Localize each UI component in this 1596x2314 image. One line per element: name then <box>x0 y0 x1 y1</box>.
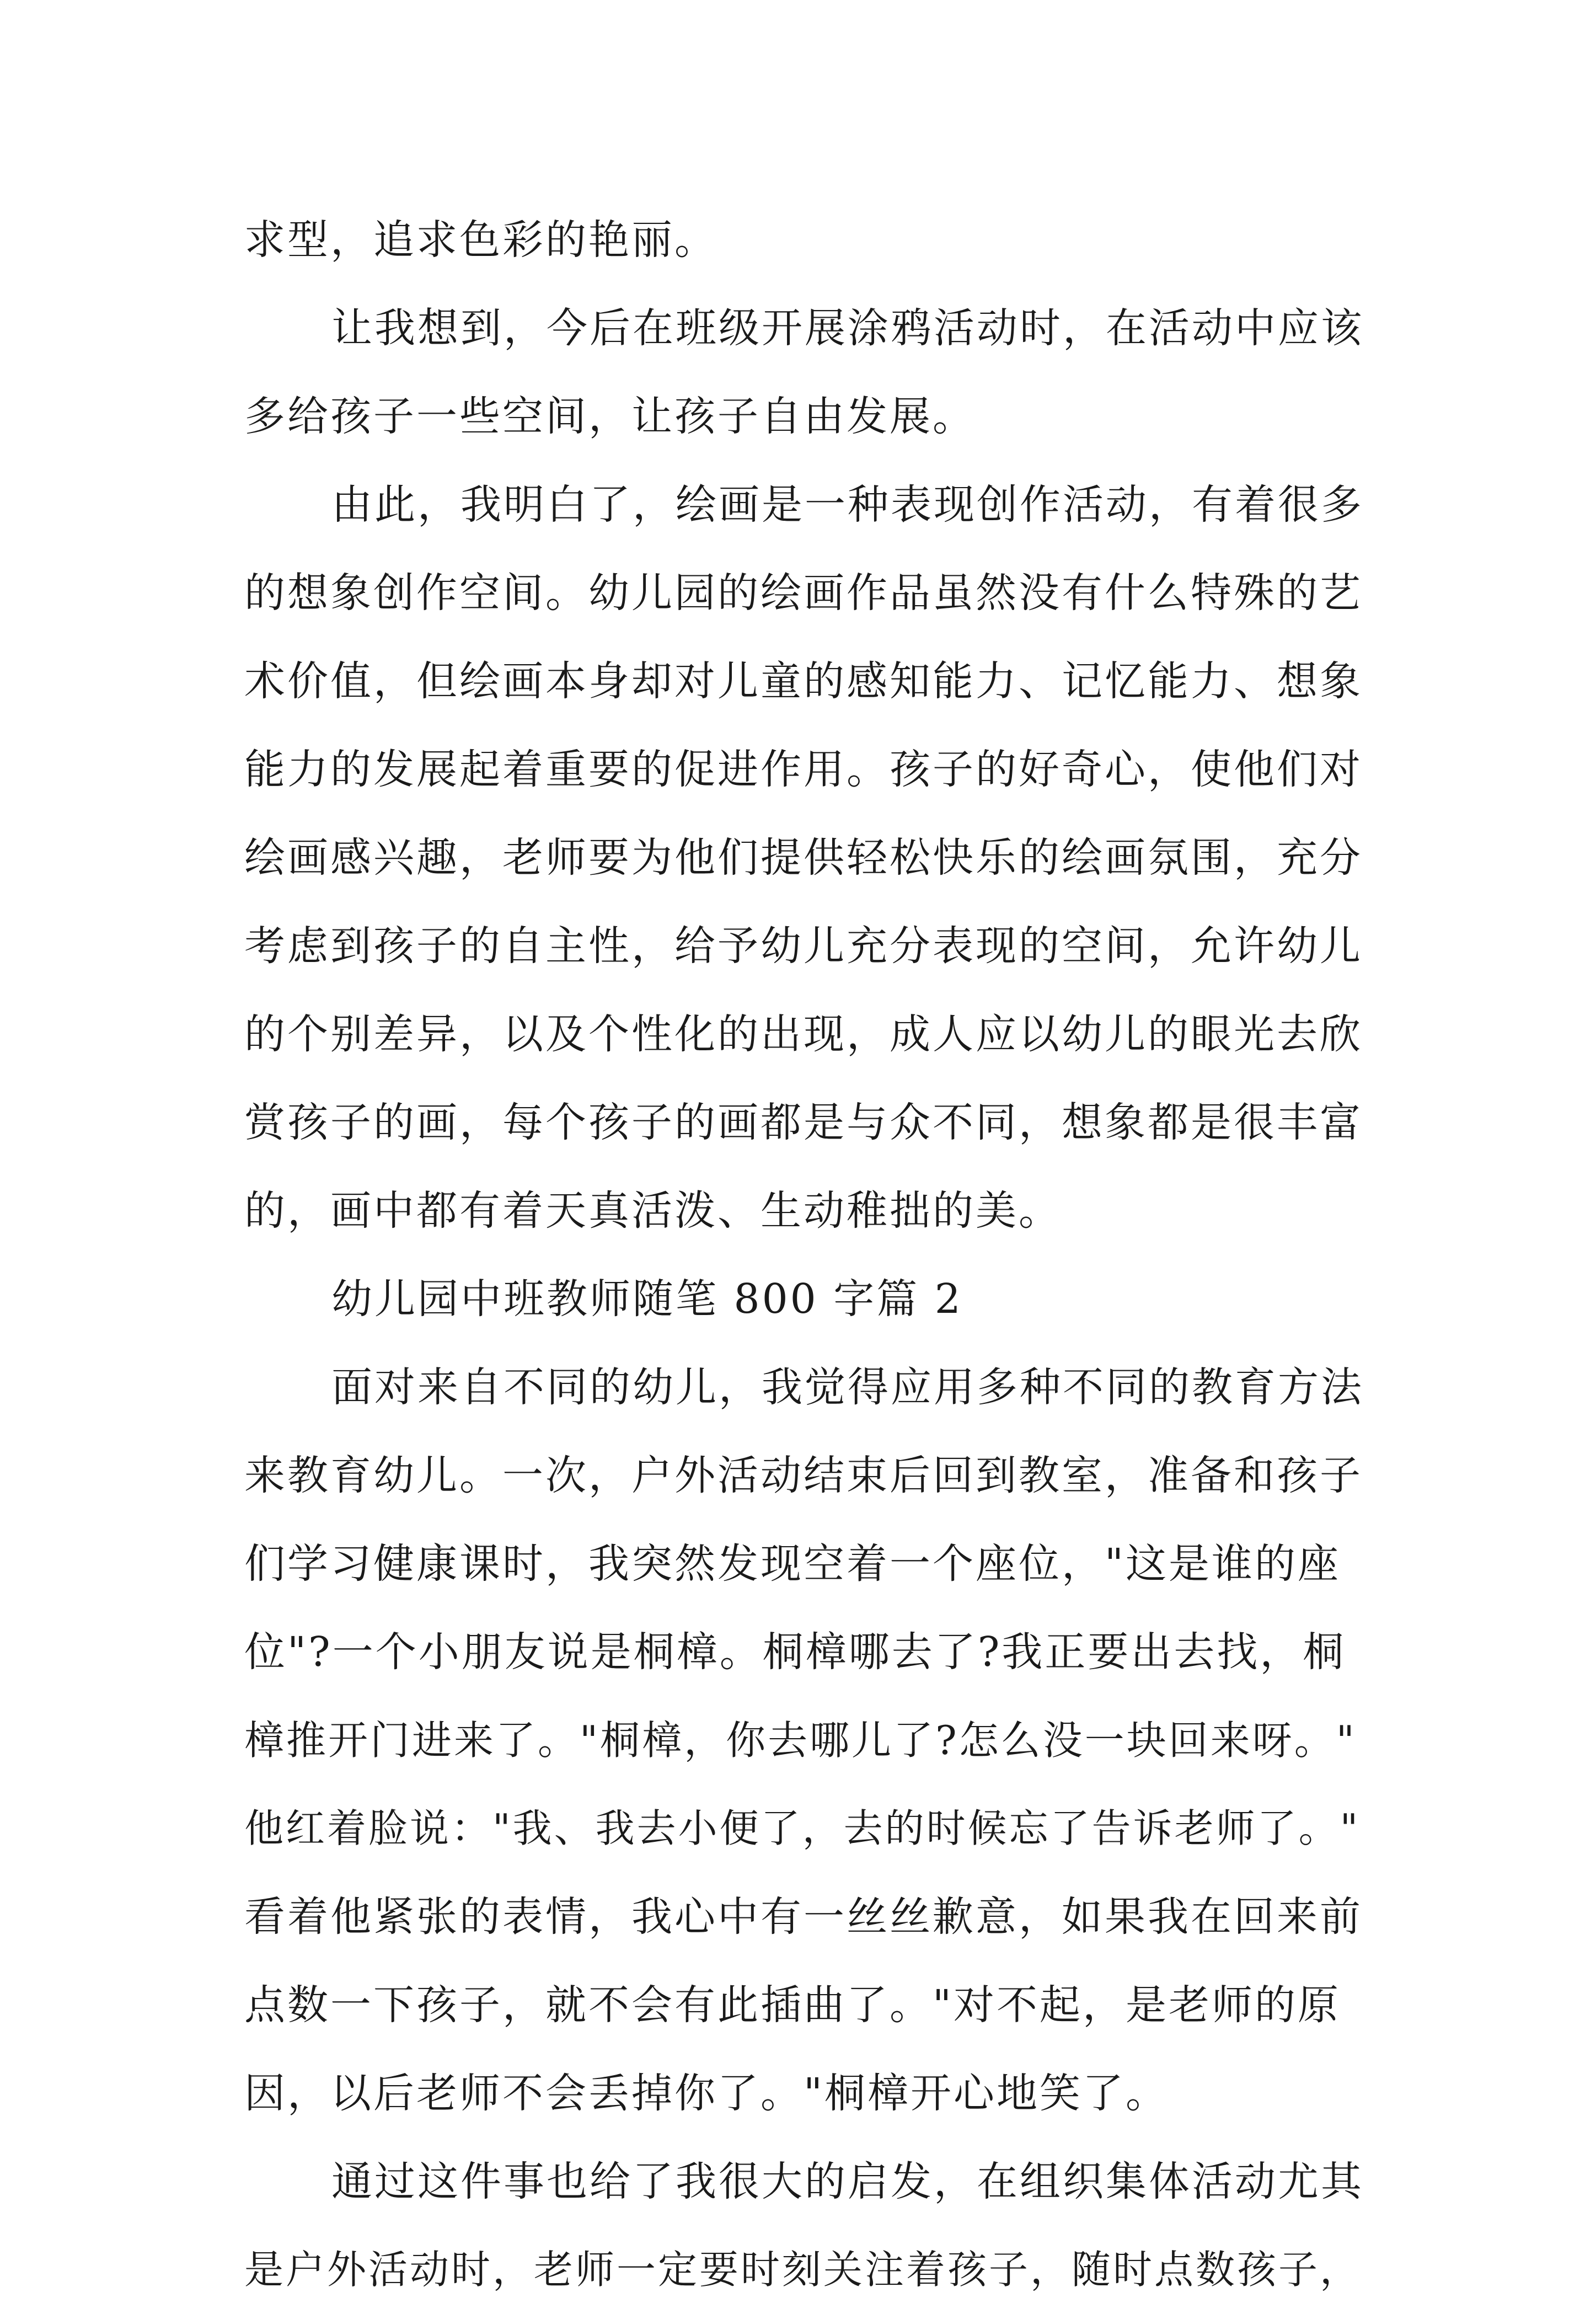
text-line: 们学习健康课时，我突然发现空着一个座位，"这是谁的座 <box>244 1540 1341 1588</box>
text-line: 绘画感兴趣，老师要为他们提供轻松快乐的绘画氛围，充分 <box>244 834 1363 881</box>
text-line: 术价值，但绘画本身却对儿童的感知能力、记忆能力、想象 <box>244 658 1363 705</box>
text-line: 他红着脸说："我、我去小便了，去的时候忘了告诉老师了。" <box>244 1805 1361 1851</box>
text-line: 看着他紧张的表情，我心中有一丝丝歉意，如果我在回来前 <box>244 1893 1363 1941</box>
text-line: 求型，追求色彩的艳丽。 <box>244 216 717 264</box>
text-line: 来教育幼儿。一次，户外活动结束后回到教室，准备和孩子 <box>244 1452 1363 1499</box>
text-line: 幼儿园中班教师随笔 800 字篇 2 <box>331 1275 963 1323</box>
text-line: 通过这件事也给了我很大的启发，在组织集体活动尤其 <box>331 2158 1364 2205</box>
document-body <box>244 196 1364 2314</box>
text-line: 赏孩子的画，每个孩子的画都是与众不同，想象都是很丰富 <box>244 1099 1363 1146</box>
text-line: 面对来自不同的幼儿，我觉得应用多种不同的教育方法 <box>331 1364 1364 1411</box>
text-line: 让我想到，今后在班级开展涂鸦活动时，在活动中应该 <box>331 304 1364 352</box>
text-line: 是户外活动时，老师一定要时刻关注着孩子，随时点数孩子， <box>244 2247 1362 2292</box>
text-line: 位"?一个小朋友说是桐樟。桐樟哪去了?我正要出去找，桐 <box>244 1628 1346 1676</box>
text-line: 多给孩子一些空间，让孩子自由发展。 <box>244 393 976 440</box>
text-line: 的想象创作空间。幼儿园的绘画作品虽然没有什么特殊的艺 <box>244 569 1363 617</box>
text-line: 因，以后老师不会丢掉你了。"桐樟开心地笑了。 <box>244 2070 1169 2117</box>
text-line: 能力的发展起着重要的促进作用。孩子的好奇心，使他们对 <box>244 746 1363 793</box>
text-line: 由此，我明白了，绘画是一种表现创作活动，有着很多 <box>331 481 1364 528</box>
text-line: 考虑到孩子的自主性，给予幼儿充分表现的空间，允许幼儿 <box>244 922 1363 970</box>
text-line: 的，画中都有着天真活泼、生动稚拙的美。 <box>244 1187 1062 1235</box>
text-line: 的个别差异，以及个性化的出现，成人应以幼儿的眼光去欣 <box>244 1011 1363 1058</box>
text-line: 点数一下孩子，就不会有此插曲了。"对不起，是老师的原 <box>244 1981 1341 2029</box>
text-line: 樟推开门进来了。"桐樟，你去哪儿了?怎么没一块回来呀。" <box>244 1717 1357 1763</box>
